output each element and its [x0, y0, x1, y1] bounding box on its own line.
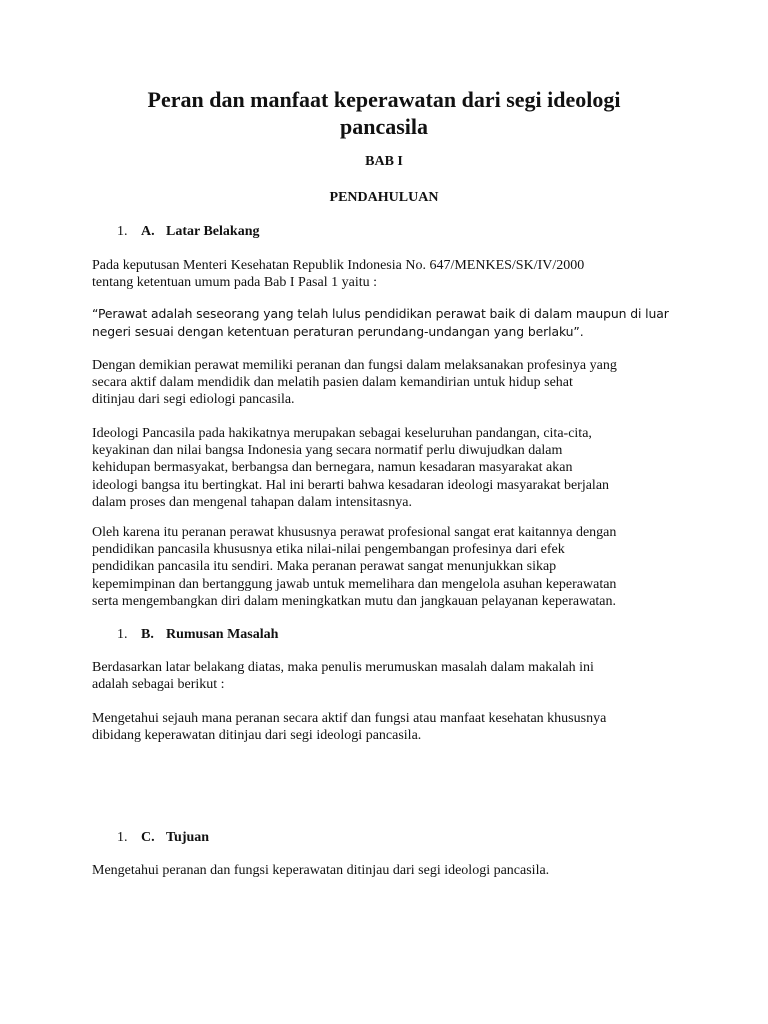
section-letter: C. [141, 830, 155, 845]
section-number: 1. [117, 224, 128, 239]
paragraph [92, 357, 682, 409]
text-line: “Perawat adalah seseorang yang telah lulus pendidikan perawat baik di dalam maupun di luar [92, 306, 669, 321]
section-heading-c [117, 829, 209, 847]
text-line: dalam proses dan mengenal tahapan dalam intensitasnya. [92, 494, 412, 510]
section-title: Latar Belakang [166, 224, 260, 239]
section-letter: B. [141, 627, 154, 642]
text-line: Mengetahui peranan dan fungsi keperawatan ditinjau dari segi ideologi pancasila. [92, 863, 550, 878]
text-line: Ideologi Pancasila pada hakikatnya merupakan sebagai keseluruhan pandangan, cita-cita, [92, 426, 592, 441]
title-line: Peran dan manfaat keperawatan dari segi ideologi [147, 87, 621, 112]
text-line: ditinjau dari segi ediologi pancasila. [92, 392, 295, 408]
text-line: serta mengembangkan diri dalam meningkatkan mutu dan jangkauan pelayanan keperawatan. [92, 593, 617, 609]
section-title: Tujuan [166, 830, 210, 845]
section-letter: A. [141, 224, 155, 239]
text-line: adalah sebagai berikut : [92, 677, 225, 693]
text-line: kepemimpinan dan bertanggung jawab untuk memelihara dan mengelola asuhan keperawatan [92, 576, 617, 592]
text-line: tentang ketentuan umum pada Bab I Pasal 1 yaitu : [92, 275, 377, 291]
chapter-title: PENDAHULUAN [329, 190, 439, 205]
section-heading-a [117, 223, 259, 241]
section-number: 1. [117, 830, 128, 845]
text-line: pendidikan pancasila itu sendiri. Maka peranan perawat sangat menunjukkan sikap [92, 559, 557, 575]
document-title [92, 86, 676, 140]
text-line: secara aktif dalam mendidik dan melatih pasien dalam kemandirian untuk hidup sehat [92, 375, 573, 391]
paragraph [92, 524, 682, 610]
text-line: Mengetahui sejauh mana peranan secara aktif dan fungsi atau manfaat kesehatan khususnya [92, 711, 607, 726]
text-line: negeri sesuai dengan ketentuan peraturan perundang-undangan yang berlaku”. [92, 323, 584, 339]
paragraph [92, 659, 682, 693]
text-line: pendidikan pancasila khususnya etika nilai-nilai pengembangan profesinya dari efek [92, 542, 565, 558]
quote-paragraph [92, 305, 692, 340]
title-line: pancasila [339, 114, 429, 139]
paragraph [92, 862, 682, 879]
text-line: Oleh karena itu peranan perawat khususnya perawat profesional sangat erat kaitannya dengan [92, 525, 617, 540]
text-line: Berdasarkan latar belakang diatas, maka penulis merumuskan masalah dalam makalah ini [92, 660, 594, 675]
text-line: keyakinan dan nilai bangsa Indonesia yang secara normatif perlu diwujudkan dalam [92, 443, 563, 459]
text-line: Dengan demikian perawat memiliki peranan dan fungsi dalam melaksanakan profesinya yang [92, 358, 617, 373]
text-line: kehidupan bermasyakat, berbangsa dan bernegara, namun kesadaran masyarakat akan [92, 460, 573, 476]
section-number: 1. [117, 627, 128, 642]
chapter-label: BAB I [365, 154, 403, 169]
paragraph [92, 425, 682, 511]
section-heading-b [117, 626, 278, 644]
section-title: Rumusan Masalah [166, 627, 279, 642]
text-line: ideologi bangsa itu bertingkat. Hal ini berarti bahwa kesadaran ideologi masyarakat berjalan [92, 477, 610, 493]
paragraph [92, 710, 682, 744]
text-line: Pada keputusan Menteri Kesehatan Republik Indonesia No. 647/MENKES/SK/IV/2000 [92, 258, 585, 273]
text-line: dibidang keperawatan ditinjau dari segi ideologi pancasila. [92, 728, 422, 744]
paragraph [92, 257, 682, 291]
